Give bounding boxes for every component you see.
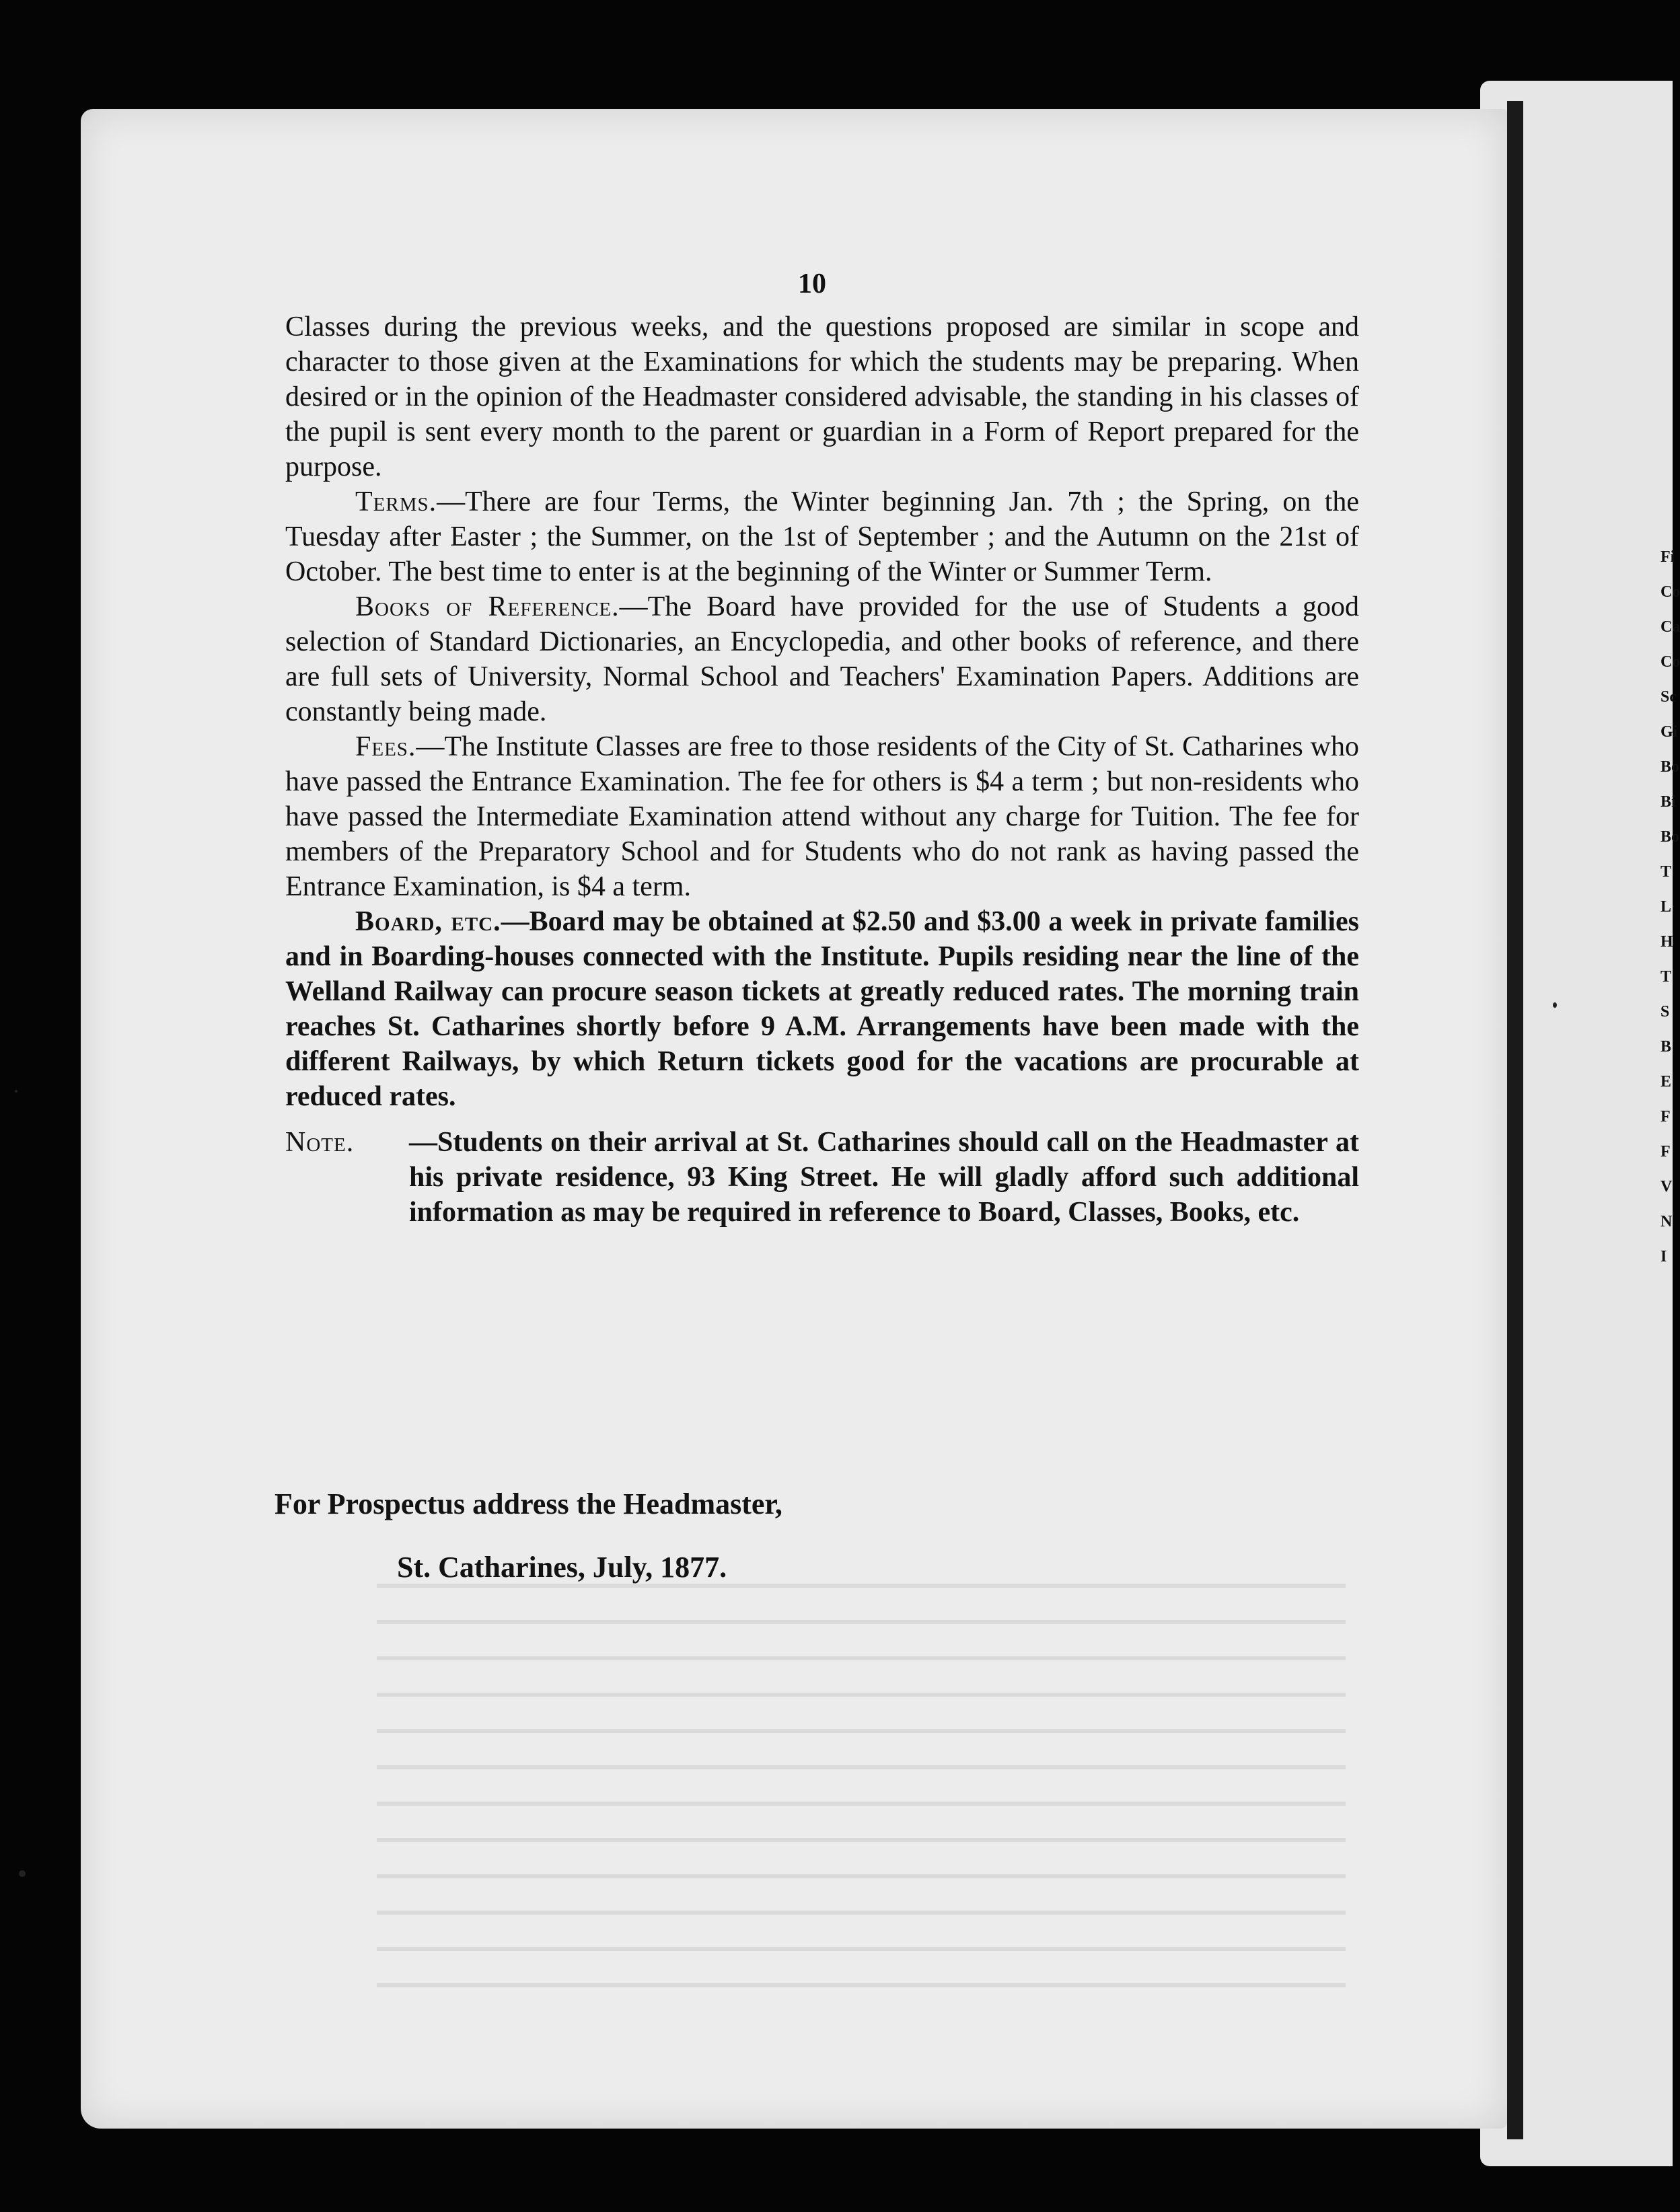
paragraph-continuation [285,309,1359,484]
adjacent-page-fragment: Co [1660,653,1680,671]
adjacent-page-fragment: I [1660,1248,1667,1265]
adjacent-page-fragment: L [1660,898,1672,916]
paragraph-text: —The Institute Classes are free to those residents of the City of St. Catharines who have passed the Entrance Examination. The fee for others is $4 a term ; but non-residents who have passed the Intermediate Examination attend without any charge for Tuition. The fee for members of the Preparatory School and for Students who do not rank as having passed the Entrance Examination, is $4 a term. [285,731,1359,902]
adjacent-page-fragment: Gi [1660,723,1678,741]
scan-speck [19,1870,26,1877]
scan-speck [15,1090,17,1093]
paragraph-text: —Board may be obtained at $2.50 and $3.00 a week in private families and in Boarding-houses connected with the Institute. Pupils residing near the line of the Welland Railway can procure season tickets at greatly reduced rates. The morning train reaches St. Catharines shortly before 9 A.M. Arrangements have been made with the different Railways, by which Return tickets good for the vacations are procurable at reduced rates. [285,906,1360,1112]
body-text [285,309,1359,1230]
paragraph-lead: Board, etc. [355,906,501,937]
page-gutter [1507,101,1523,2139]
paragraph-text: —The Board have provided for the use of Students a good selection of Standard Dictionaries, an Encyclopedia, and other books of reference, and there are full sets of University, Normal School and Teachers' Examination Papers. Additions are constantly being made. [285,591,1359,727]
adjacent-page-fragment: V [1660,1178,1673,1195]
place-and-date: St. Catharines, July, 1877. [397,1551,727,1584]
adjacent-page-fragment: H [1660,933,1673,951]
adjacent-page-fragment: T [1660,863,1672,881]
adjacent-page-fragment: Co [1660,583,1680,601]
adjacent-page-fragment: N [1660,1213,1673,1230]
adjacent-page-fragment: Ca [1660,618,1680,636]
show-through-text [377,1561,1346,2018]
paragraph-terms [285,484,1359,589]
adjacent-page-fragment: E [1660,1073,1672,1091]
adjacent-page-fragment: F [1660,1108,1671,1126]
adjacent-page-fragment: T [1660,968,1672,986]
adjacent-page-fragments [1660,549,1680,1284]
paragraph-lead: Books of Reference. [355,591,620,622]
adjacent-page-fragment: Fi [1660,548,1675,566]
paragraph-books-of-reference [285,589,1359,729]
note-text: —Students on their arrival at St. Catharines should call on the Headmaster at his private residence, 93 King Street. He will gladly afford such additional information as may be required in reference to Board, Classes, Books, etc. [409,1127,1359,1228]
adjacent-page-fragment: Bo [1660,828,1680,846]
note [285,1125,1359,1230]
paragraph-text: —There are four Terms, the Winter beginning Jan. 7th ; the Spring, on the Tuesday after Easter ; the Summer, on the 1st of September ; and the Autumn on the 21st of October. The best time to enter is at the beginning of the Winter or Summer Term. [285,486,1359,587]
scan-speck [1553,1002,1557,1008]
paragraph-lead: Terms. [355,486,437,517]
paragraph-lead: Fees. [355,731,416,762]
paragraph-board [285,904,1359,1114]
adjacent-page-fragment: Bo [1660,758,1680,776]
adjacent-page-fragment: F [1660,1143,1671,1160]
adjacent-page-fragment: Sc [1660,688,1677,706]
adjacent-page-fragment: B [1660,1038,1672,1056]
page-number: 10 [798,268,826,299]
prospectus-line: For Prospectus address the Headmaster, [275,1487,782,1520]
paragraph-text: Classes during the previous weeks, and the questions proposed are similar in scope and character to those given at the Examinations for which the students may be preparing. When desired or in the opinion of the Headmaster considered advisable, the standing in his classes of the pupil is sent every month to the parent or guardian in a Form of Report prepared for the purpose. [285,311,1359,482]
note-label: Note. [285,1127,355,1158]
adjacent-page-fragment: Bi [1660,793,1676,811]
paragraph-fees [285,729,1359,904]
adjacent-page-fragment: S [1660,1003,1670,1021]
